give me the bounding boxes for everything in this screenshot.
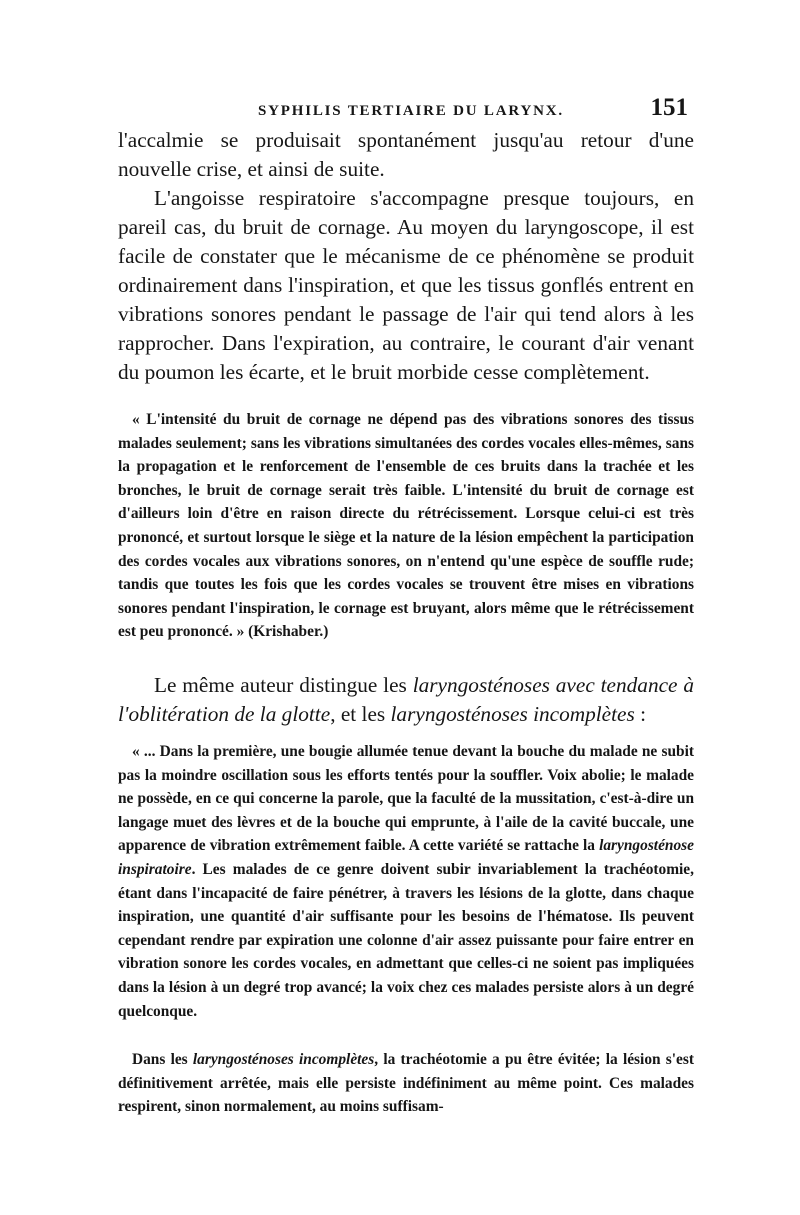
running-head: SYPHILIS TERTIAIRE DU LARYNX. xyxy=(258,103,564,119)
text-run: . Les malades de ce genre doivent subir invariablement la trachéotomie, étant dans l'incapacité de faire pénétrer, à travers les lésions de la glotte, dans chaque inspiration, une quantité d'air suffisante pour les besoins de l'hématose. Ils peuvent cependant rendre par expiration une colonne d'air assez puissante pour faire entrer en vibration sonore les cordes vocales, en admettant que celles-ci ne soient pas impliquées dans la lésion à un degré trop avancé; la voix chez ces malades persiste alors à un degré quelconque. xyxy=(118,860,694,1020)
quote-first-variety xyxy=(118,740,694,1023)
paragraph-laryngostenoses xyxy=(118,671,694,729)
text-run: « ... Dans la première, une bougie allumée tenue devant la bouche du malade ne subit pas la moindre oscillation sous les efforts tentés pour la souffler. Voix abolie; le malade ne possède, en ce qui concerne la parole, que la faculté de la mussitation, c'est-à-dire un langage muet des lèvres et de la bouche qui emprunte, à l'aile de la cavité buccale, une apparence de vibration extrêmement faible. A cette variété se rattache la xyxy=(118,743,694,855)
italic-term: laryngosténose inspiratoire xyxy=(118,837,694,878)
main-text xyxy=(118,126,694,387)
text-run: Le même auteur distingue les xyxy=(154,673,413,697)
quote-paragraph xyxy=(118,1048,694,1119)
italic-term: laryngosténoses incomplètes xyxy=(192,1051,375,1068)
page-header xyxy=(118,94,688,122)
quote-paragraph: « L'intensité du bruit de cornage ne dépend pas des vibrations sonores des tissus malades seulement; sans les vibrations simultanées des cordes vocales elles-mêmes, sans la propagation et le renforcement de l'ensemble de ces bruits dans la trachée et les bronches, le bruit de cornage serait très faible. L'intensité du bruit de cornage est d'ailleurs loin d'être en raison directe du rétrécissement. Lorsque celui-ci est très prononcé, et surtout lorsque le siège et la nature de la lésion empêchent la participation des cordes vocales aux vibrations sonores, on n'entend qu'une espèce de souffle rude; tandis que toutes les fois que les cordes vocales se trouvent être mises en vibrations sonores pendant l'inspiration, le cornage est bruyant, alors même que le rétrécissement est peu prononcé. » (Krishaber.) xyxy=(118,411,694,641)
paragraph-continuation: l'accalmie se produisait spontanément jusqu'au retour d'une nouvelle crise, et ainsi de suite. xyxy=(118,128,694,181)
quote-incomplete-variety xyxy=(118,1048,694,1119)
text-run: , la trachéotomie a pu être évitée; la lésion s'est définitivement arrêtée, mais elle persiste indéfiniment au même point. Ces malades respirent, sinon normalement, au moins suffisam- xyxy=(118,1051,694,1116)
text-run: : xyxy=(634,702,647,726)
italic-term: laryngosténoses avec tendance à l'oblitération de la glotte xyxy=(118,673,695,726)
quote-paragraph xyxy=(118,740,694,1023)
paragraph-text xyxy=(118,671,694,729)
quote-krishaber xyxy=(118,408,694,644)
text-run: Dans les xyxy=(132,1051,193,1068)
page-number: 151 xyxy=(650,94,688,121)
text-run: , et les xyxy=(330,702,391,726)
paragraph-cornage: L'angoisse respiratoire s'accompagne presque toujours, en pareil cas, du bruit de cornage. Au moyen du laryngoscope, il est facile de constater que le mécanisme de ce phénomène se produit ordinairement dans l'inspiration, et que les tissus gonflés entrent en vibrations sonores pendant le passage de l'air qui tend alors à les rapprocher. Dans l'expiration, au contraire, le courant d'air venant du poumon les écarte, et le bruit morbide cesse complètement. xyxy=(118,186,694,384)
italic-term: laryngosténoses incomplètes xyxy=(390,702,635,726)
